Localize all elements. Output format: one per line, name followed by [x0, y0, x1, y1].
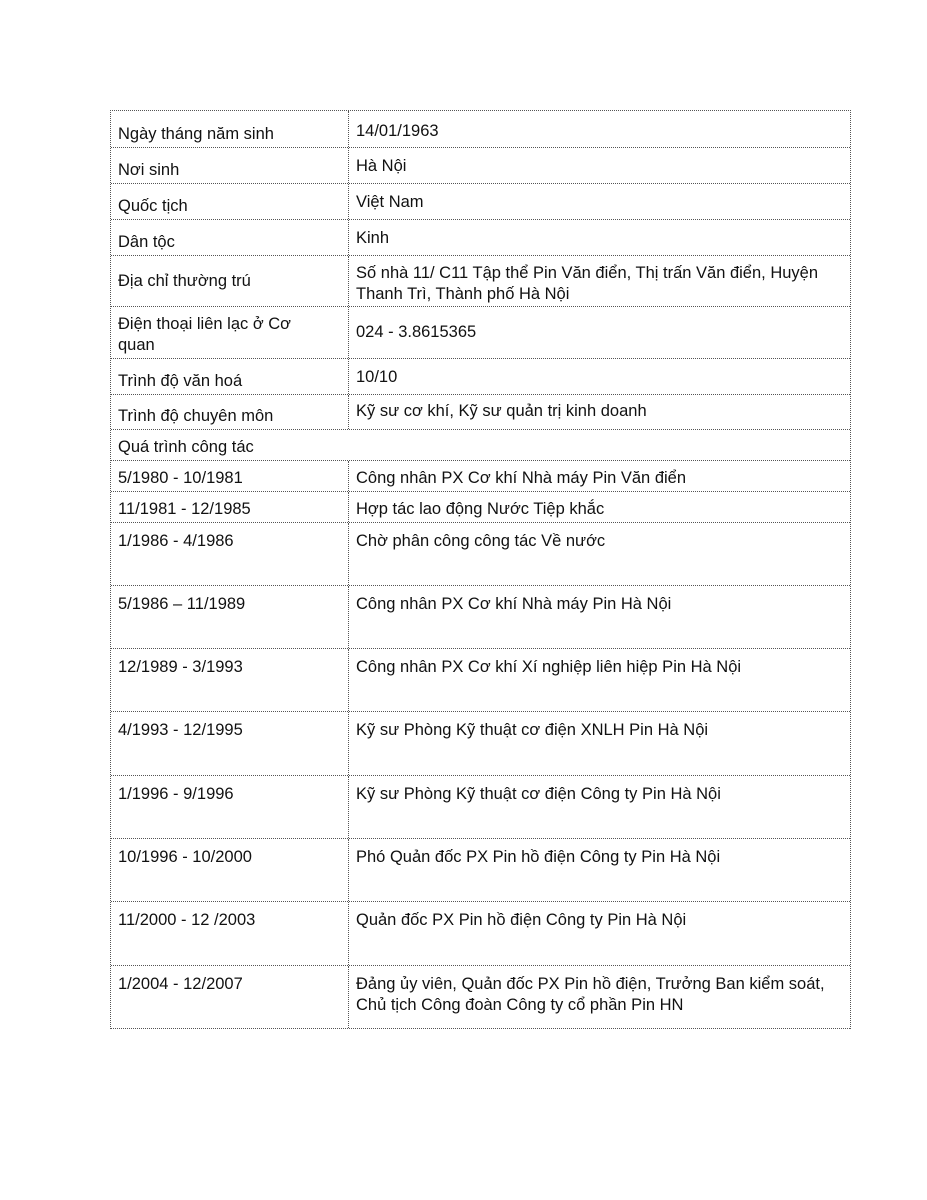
period-cell: [111, 839, 349, 901]
period-cell: [111, 461, 349, 491]
table-row: [111, 256, 850, 307]
work-period: 10/1996 - 10/2000: [118, 848, 252, 866]
table-row: [111, 712, 850, 776]
period-cell: [111, 492, 349, 522]
field-label-cell: [111, 359, 349, 394]
description-cell: [349, 523, 850, 585]
description-cell: [349, 649, 850, 711]
work-period: 1/1996 - 9/1996: [118, 785, 234, 803]
work-description: Công nhân PX Cơ khí Nhà máy Pin Hà Nội: [356, 595, 672, 613]
table-row: [111, 839, 850, 902]
period-cell: [111, 966, 349, 1028]
field-label: Dân tộc: [118, 233, 175, 251]
field-value: Việt Nam: [356, 193, 424, 211]
description-cell: [349, 492, 850, 522]
field-value: 10/10: [356, 368, 398, 386]
field-value-cell: [349, 220, 850, 255]
field-label: Quốc tịch: [118, 197, 188, 215]
field-label: Ngày tháng năm sinh: [118, 125, 274, 143]
section-header-row: [111, 430, 850, 461]
work-period: 5/1980 - 10/1981: [118, 469, 243, 487]
table-row: [111, 148, 850, 184]
field-label: Điện thoại liên lạc ở Cơ quan: [118, 315, 291, 354]
table-row: [111, 111, 850, 148]
work-description: Hợp tác lao động Nước Tiệp khắc: [356, 500, 605, 518]
work-description: Đảng ủy viên, Quản đốc PX Pin hồ điện, Trưởng Ban kiểm soát, Chủ tịch Công đoàn Công ty cổ phần Pin HN: [356, 975, 825, 1014]
period-cell: [111, 649, 349, 711]
description-cell: [349, 776, 850, 838]
period-cell: [111, 523, 349, 585]
field-label: Địa chỉ thường trú: [118, 271, 251, 290]
field-label-cell: [111, 395, 349, 429]
section-header-cell: [111, 430, 850, 460]
table-row: [111, 307, 850, 359]
description-cell: [349, 712, 850, 775]
work-description: Chờ phân công công tác Về nước: [356, 532, 606, 550]
field-value-cell: [349, 111, 850, 147]
field-value-cell: [349, 359, 850, 394]
description-cell: [349, 461, 850, 491]
table-row: [111, 523, 850, 586]
work-description: Công nhân PX Cơ khí Nhà máy Pin Văn điển: [356, 469, 687, 487]
field-label-cell: [111, 307, 349, 358]
work-description: Kỹ sư Phòng Kỹ thuật cơ điện XNLH Pin Hà Nội: [356, 721, 709, 739]
table-row: [111, 902, 850, 966]
section-header: Quá trình công tác: [118, 438, 254, 456]
work-period: 5/1986 – 11/1989: [118, 595, 246, 613]
field-value: Hà Nội: [356, 157, 407, 175]
period-cell: [111, 776, 349, 838]
field-label-cell: [111, 148, 349, 183]
work-period: 1/2004 - 12/2007: [118, 975, 243, 993]
description-cell: [349, 902, 850, 965]
field-label-cell: [111, 111, 349, 147]
work-period: 1/1986 - 4/1986: [118, 532, 234, 550]
field-label: Trình độ văn hoá: [118, 372, 243, 390]
table-row: [111, 492, 850, 523]
field-label-cell: [111, 184, 349, 219]
work-period: 11/1981 - 12/1985: [118, 500, 251, 518]
table-row: [111, 395, 850, 430]
work-description: Kỹ sư Phòng Kỹ thuật cơ điện Công ty Pin Hà Nội: [356, 785, 721, 803]
table-row: [111, 220, 850, 256]
table-row: [111, 776, 850, 839]
table-row: [111, 586, 850, 649]
period-cell: [111, 586, 349, 648]
work-period: 11/2000 - 12 /2003: [118, 911, 256, 929]
description-cell: [349, 966, 850, 1028]
field-label-cell: [111, 220, 349, 255]
work-description: Quản đốc PX Pin hồ điện Công ty Pin Hà Nội: [356, 911, 687, 929]
field-label: Nơi sinh: [118, 161, 180, 179]
profile-table: [110, 110, 851, 1029]
field-label: Trình độ chuyên môn: [118, 407, 274, 425]
description-cell: [349, 586, 850, 648]
table-row: [111, 649, 850, 712]
work-period: 12/1989 - 3/1993: [118, 658, 243, 676]
work-description: Công nhân PX Cơ khí Xí nghiệp liên hiệp Pin Hà Nội: [356, 658, 742, 676]
field-value: 14/01/1963: [356, 122, 439, 140]
field-value: 024 - 3.8615365: [356, 323, 477, 341]
table-row: [111, 966, 850, 1029]
work-description: Phó Quản đốc PX Pin hồ điện Công ty Pin Hà Nội: [356, 848, 721, 866]
field-value: Kỹ sư cơ khí, Kỹ sư quản trị kinh doanh: [356, 402, 647, 420]
table-row: [111, 461, 850, 492]
field-value-cell: [349, 184, 850, 219]
field-value-cell: [349, 148, 850, 183]
field-value-cell: [349, 307, 850, 358]
field-value: Kinh: [356, 229, 390, 247]
period-cell: [111, 902, 349, 965]
period-cell: [111, 712, 349, 775]
description-cell: [349, 839, 850, 901]
field-label-cell: [111, 256, 349, 306]
work-period: 4/1993 - 12/1995: [118, 721, 243, 739]
field-value-cell: [349, 256, 850, 306]
field-value-cell: [349, 395, 850, 429]
table-row: [111, 184, 850, 220]
table-row: [111, 359, 850, 395]
field-value: Số nhà 11/ C11 Tập thể Pin Văn điển, Thị trấn Văn điển, Huyện Thanh Trì, Thành phố Hà Nội: [356, 264, 819, 303]
